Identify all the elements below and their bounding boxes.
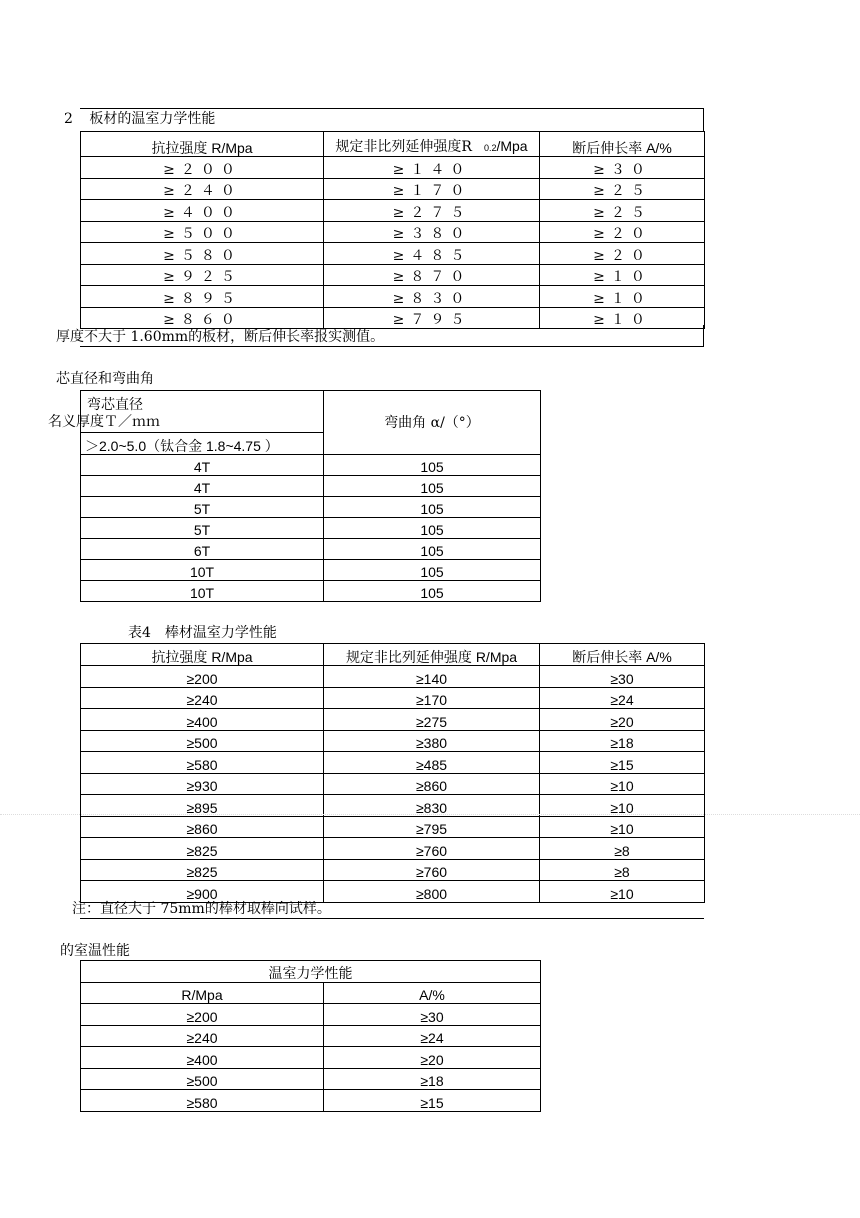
table5-header-tensile: R/Mpa	[81, 983, 324, 1004]
elongation-cell: ≥１０	[540, 307, 705, 329]
mandrel-cell: 10T	[81, 560, 324, 581]
table-row	[81, 455, 541, 476]
mandrel-cell: 10T	[81, 581, 324, 602]
tensile-cell: ≥240	[81, 1025, 324, 1047]
table3-header-range: ＞2.0~5.0（钛合金 1.8~4.75 ）	[81, 433, 324, 455]
yield-cell: ≥８３０	[324, 286, 540, 308]
table2-bottom-rule	[80, 346, 704, 347]
yield-cell: ≥485	[324, 752, 540, 774]
tensile-cell: ≥８６０	[81, 307, 324, 329]
table-row	[81, 497, 541, 518]
tensile-cell: ≥５８０	[81, 243, 324, 265]
elongation-cell: ≥10	[540, 773, 705, 795]
tensile-cell: ≥５００	[81, 221, 324, 243]
table-row	[81, 307, 705, 329]
table4-header-yield: 规定非比列延伸强度 R/Mpa	[324, 644, 540, 666]
table2-title-number: 2	[64, 111, 73, 127]
table-row	[81, 1004, 541, 1026]
elongation-cell: ≥24	[324, 1025, 541, 1047]
yield-cell: ≥170	[324, 687, 540, 709]
table4-header-tensile: 抗拉强度 R/Mpa	[81, 644, 324, 666]
yield-cell: ≥380	[324, 730, 540, 752]
table-row	[81, 476, 541, 497]
elongation-cell: ≥15	[540, 752, 705, 774]
elongation-cell: ≥20	[540, 709, 705, 731]
table3-header-thickness: 名义厚度Ｔ／ｍｍ	[81, 413, 324, 433]
angle-cell: 105	[324, 539, 541, 560]
yield-cell: ≥760	[324, 838, 540, 860]
tensile-cell: ≥580	[81, 752, 324, 774]
elongation-cell: ≥30	[324, 1004, 541, 1026]
yield-cell: ≥760	[324, 859, 540, 881]
table-row	[81, 560, 541, 581]
table5-caption: 温室力学性能	[81, 961, 541, 983]
elongation-cell: ≥18	[324, 1068, 541, 1090]
table4-bottom-rule	[80, 918, 704, 919]
angle-cell: 105	[324, 455, 541, 476]
yield-cell: ≥８７０	[324, 264, 540, 286]
table-row	[81, 178, 705, 200]
mandrel-cell: 4T	[81, 476, 324, 497]
table2-title	[64, 110, 215, 128]
mandrel-cell: 6T	[81, 539, 324, 560]
yield-cell: ≥１４０	[324, 157, 540, 179]
table-row	[81, 200, 705, 222]
table2-title-text: 板材的温室力学性能	[89, 111, 216, 127]
elongation-cell: ≥１０	[540, 286, 705, 308]
elongation-cell: ≥10	[540, 795, 705, 817]
table2-note-right-rule	[703, 325, 704, 347]
table-row	[81, 1025, 541, 1047]
tensile-cell: ≥400	[81, 1047, 324, 1069]
elongation-cell: ≥２０	[540, 243, 705, 265]
mandrel-cell: 4T	[81, 455, 324, 476]
angle-cell: 105	[324, 476, 541, 497]
table3-title: 芯直径和弯曲角	[56, 371, 154, 387]
elongation-cell: ≥10	[540, 881, 705, 903]
table4	[80, 643, 705, 903]
table-row	[81, 221, 705, 243]
tensile-cell: ≥200	[81, 1004, 324, 1026]
tensile-cell: ≥895	[81, 795, 324, 817]
tensile-cell: ≥200	[81, 666, 324, 688]
table4-header-elongation: 断后伸长率 A/%	[540, 644, 705, 666]
table-row	[81, 752, 705, 774]
table2-header-elongation: 断后伸长率 A/%	[540, 132, 705, 157]
tensile-cell: ≥400	[81, 709, 324, 731]
table-row	[81, 518, 541, 539]
tensile-cell: ≥９２５	[81, 264, 324, 286]
elongation-cell: ≥１０	[540, 264, 705, 286]
table-row	[81, 881, 705, 903]
yield-cell: ≥７９５	[324, 307, 540, 329]
yield-cell: ≥４８５	[324, 243, 540, 265]
table-row	[81, 730, 705, 752]
yield-cell: ≥２７５	[324, 200, 540, 222]
tensile-cell: ≥240	[81, 687, 324, 709]
table5	[80, 960, 541, 1112]
elongation-cell: ≥２０	[540, 221, 705, 243]
tensile-cell: ≥580	[81, 1090, 324, 1112]
table2-note: 厚度不大于 1.60mm的板材，断后伸长率报实测值。	[56, 329, 385, 345]
elongation-cell: ≥8	[540, 859, 705, 881]
table4-title: 表4 棒材温室力学性能	[128, 625, 277, 641]
tensile-cell: ≥500	[81, 730, 324, 752]
table-row	[81, 709, 705, 731]
angle-cell: 105	[324, 581, 541, 602]
table-row	[81, 539, 541, 560]
table2-right-rule	[703, 108, 704, 132]
elongation-cell: ≥２５	[540, 178, 705, 200]
yield-cell: ≥３８０	[324, 221, 540, 243]
yield-cell: ≥795	[324, 816, 540, 838]
yield-cell: ≥275	[324, 709, 540, 731]
elongation-cell: ≥18	[540, 730, 705, 752]
table-row	[81, 859, 705, 881]
yield-cell: ≥140	[324, 666, 540, 688]
table2-header-yield: 规定非比列延伸强度R 0.2/Mpa	[324, 132, 540, 157]
table-row	[81, 773, 705, 795]
table4-note: 注：直径大于 75mm的棒材取棒向试样。	[72, 901, 331, 917]
yield-cell: ≥800	[324, 881, 540, 903]
table3-header-angle: 弯曲角 α/（°）	[324, 391, 541, 455]
angle-cell: 105	[324, 518, 541, 539]
table3	[48, 390, 541, 602]
tensile-cell: ≥500	[81, 1068, 324, 1090]
tensile-cell: ≥825	[81, 838, 324, 860]
table-row	[81, 838, 705, 860]
table-row	[81, 687, 705, 709]
elongation-cell: ≥10	[540, 816, 705, 838]
tensile-cell: ≥２４０	[81, 178, 324, 200]
elongation-cell: ≥15	[324, 1090, 541, 1112]
elongation-cell: ≥8	[540, 838, 705, 860]
angle-cell: 105	[324, 560, 541, 581]
table-row	[81, 1090, 541, 1112]
mandrel-cell: 5T	[81, 497, 324, 518]
elongation-cell: ≥30	[540, 666, 705, 688]
yield-cell: ≥１７０	[324, 178, 540, 200]
elongation-cell: ≥２５	[540, 200, 705, 222]
angle-cell: 105	[324, 497, 541, 518]
table-row	[81, 264, 705, 286]
table5-title: 的室温性能	[60, 943, 130, 959]
tensile-cell: ≥２００	[81, 157, 324, 179]
elongation-cell: ≥24	[540, 687, 705, 709]
tensile-cell: ≥４００	[81, 200, 324, 222]
mandrel-cell: 5T	[81, 518, 324, 539]
table-row	[81, 157, 705, 179]
table-row	[81, 666, 705, 688]
tensile-cell: ≥930	[81, 773, 324, 795]
table3-header-mandrel: 弯芯直径	[81, 391, 324, 413]
table2-header-tensile: 抗拉强度 R/Mpa	[81, 132, 324, 157]
elongation-cell: ≥20	[324, 1047, 541, 1069]
table-row	[81, 816, 705, 838]
faint-dotted-guide	[0, 814, 860, 815]
table2	[80, 131, 705, 329]
table-row	[81, 581, 541, 602]
table-row	[81, 243, 705, 265]
table-row	[81, 286, 705, 308]
table-row	[81, 1068, 541, 1090]
tensile-cell: ≥900	[81, 881, 324, 903]
table-row	[81, 1047, 541, 1069]
table2-top-rule	[80, 108, 703, 109]
yield-cell: ≥860	[324, 773, 540, 795]
tensile-cell: ≥８９５	[81, 286, 324, 308]
tensile-cell: ≥860	[81, 816, 324, 838]
table5-header-elongation: A/%	[324, 983, 541, 1004]
elongation-cell: ≥３０	[540, 157, 705, 179]
yield-cell: ≥830	[324, 795, 540, 817]
table-row	[81, 795, 705, 817]
tensile-cell: ≥825	[81, 859, 324, 881]
